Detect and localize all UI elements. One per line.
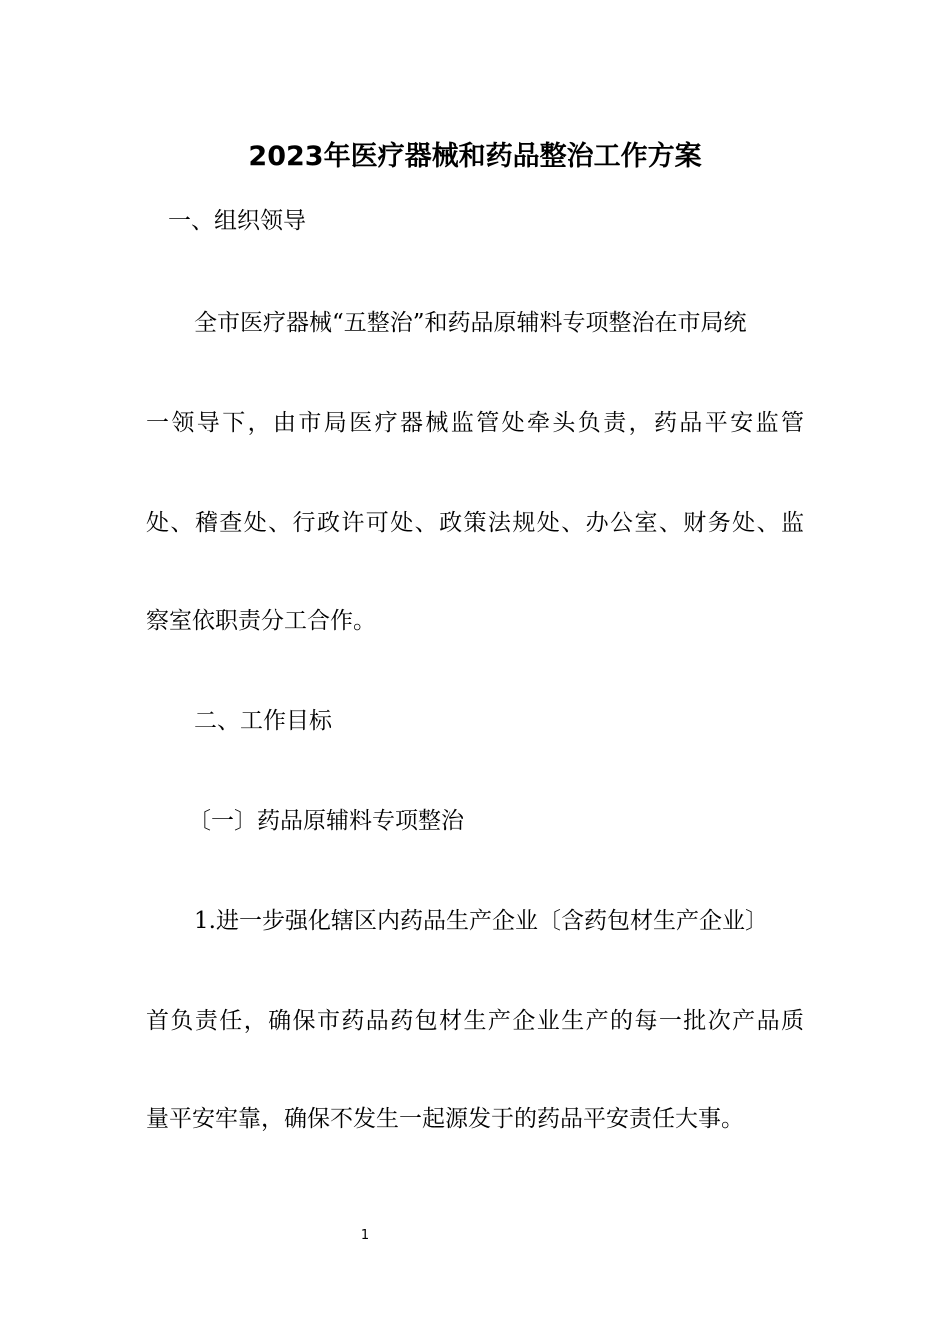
section-heading-organization: 一、组织领导 xyxy=(168,208,306,234)
paragraph-line: 处、稽查处、行政许可处、政策法规处、办公室、财务处、监 xyxy=(146,510,804,536)
paragraph-line: 全市医疗器械“五整治”和药品原辅料专项整治在市局统 xyxy=(194,310,747,336)
paragraph-line: 量平安牢靠，确保不发生一起源发于的药品平安责任大事。 xyxy=(146,1106,744,1132)
document-title: 2023年医疗器械和药品整治工作方案 xyxy=(248,141,702,172)
paragraph-line: 察室依职责分工合作。 xyxy=(146,608,376,634)
paragraph-line: 首负责任，确保市药品药包材生产企业生产的每一批次产品质 xyxy=(146,1008,804,1034)
subsection-heading: 〔一〕药品原辅料专项整治 xyxy=(188,808,464,834)
page-number: 1 xyxy=(360,1228,370,1243)
section-heading-goals: 二、工作目标 xyxy=(194,708,332,734)
paragraph-line: 1.进一步强化辖区内药品生产企业〔含药包材生产企业〕 xyxy=(194,908,768,934)
paragraph-line: 一领导下，由市局医疗器械监管处牵头负责，药品平安监管 xyxy=(146,410,804,436)
